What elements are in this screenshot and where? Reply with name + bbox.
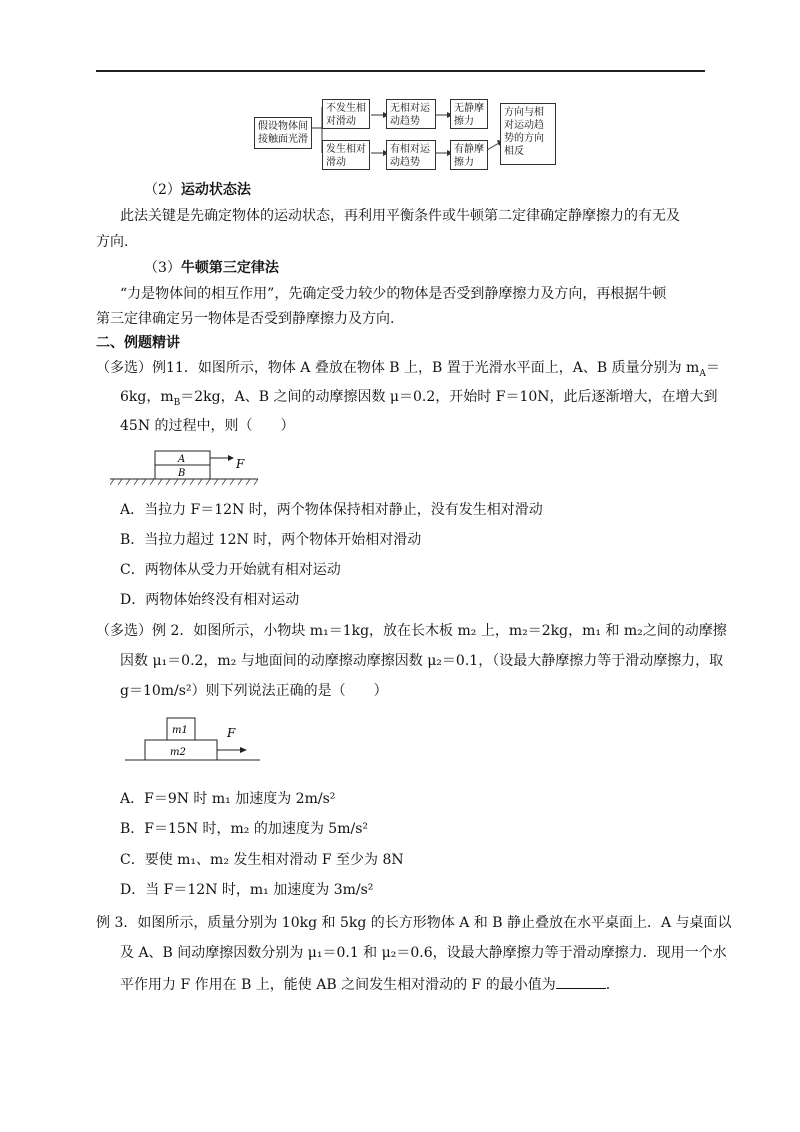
ex2-option-b: B．F＝15N 时，m₂ 的加速度为 5m/s² — [120, 821, 369, 837]
ex1-line3: 45N 的过程中，则（ ） — [120, 418, 295, 434]
label-b: B — [178, 468, 186, 479]
ex2-option-a: A．F＝9N 时 m₁ 加速度为 2m/s² — [120, 791, 336, 807]
ex2-option-c: C．要使 m₁、m₂ 发生相对滑动 F 至少为 8N — [120, 852, 404, 868]
ex1-sub-b: B — [173, 397, 181, 408]
method3-line2: 第三定律确定另一物体是否受到静摩擦力及方向. — [96, 311, 395, 327]
flow-box-no-friction: 无静摩擦力 — [450, 99, 488, 129]
ex3-line3-text: 平作用力 F 作用在 B 上，能使 AB 之间发生相对滑动的 F 的最小值为 — [120, 977, 556, 993]
ex1-line2-a: 6kg，m — [120, 389, 174, 405]
method3-line1: “力是物体间的相互作用”，先确定受力较少的物体是否受到静摩擦力及方向，再根据牛顿 — [120, 286, 667, 302]
ex1-figure — [110, 446, 260, 492]
force-arrow-head-2 — [240, 747, 247, 753]
flow-box-friction: 有静摩擦力 — [450, 140, 488, 170]
flow-box-trend: 有相对运动趋势 — [386, 140, 436, 170]
ex1-option-d: D．两物体始终没有相对运动 — [120, 592, 300, 608]
label-m2: m2 — [170, 747, 186, 758]
ex3-line3 — [120, 974, 610, 995]
label-m1: m1 — [172, 725, 188, 736]
ex1-sub-a: A — [699, 368, 706, 379]
label-f-2: F — [227, 726, 236, 740]
ground-hatch — [110, 479, 258, 485]
ex1-line1 — [96, 358, 720, 384]
flow-box-no-slide: 不发生相对滑动 — [322, 99, 370, 129]
force-arrow-head — [228, 455, 234, 461]
method2-heading — [144, 180, 251, 200]
ex3-line1: 例 3．如图所示，质量分别为 10kg 和 5kg 的长方形物体 A 和 B 静止叠放在水平桌面上．A 与桌面以 — [96, 915, 732, 931]
flow-end-box: 方向与相对运动趋势的方向相反 — [500, 103, 556, 165]
method2-title: 运动状态法 — [180, 182, 251, 198]
ex1-line1-tail: ＝ — [705, 360, 720, 376]
method3-title: 牛顿第三定律法 — [180, 260, 279, 276]
ex1-option-a: A．当拉力 F＝12N 时，两个物体保持相对静止，没有发生相对滑动 — [120, 502, 543, 518]
ex2-option-d: D．当 F＝12N 时，m₁ 加速度为 3m/s² — [120, 882, 374, 898]
ex3-line3-end: . — [605, 977, 611, 993]
ex2-line3: g＝10m/s²）则下列说法正确的是（ ） — [120, 683, 388, 699]
header-rule — [96, 70, 705, 72]
label-a: A — [178, 454, 186, 465]
flow-box-slide: 发生相对滑动 — [322, 140, 370, 170]
flow-start-box: 假设物体间接触面光滑 — [254, 117, 312, 149]
ex2-line2: 因数 μ₁＝0.2，m₂ 与地面间的动摩擦动摩擦因数 μ₂＝0.1，（设最大静摩擦力等于滑动摩擦力，取 — [120, 653, 724, 669]
ex3-line2: 及 A、B 间动摩擦因数分别为 μ₁＝0.1 和 μ₂＝0.6，设最大静摩擦力等于滑动摩擦力．现用一个水 — [120, 945, 727, 961]
ex1-line2-b: ＝2kg，A、B 之间的动摩擦因数 μ＝0.2，开始时 F＝10N，此后逐渐增大，在增大到 — [180, 389, 718, 405]
ex1-line1-text: （多选）例11．如图所示，物体 A 叠放在物体 B 上，B 置于光滑水平面上，A、B 质量分别为 m — [96, 360, 700, 376]
method2-line2: 方向. — [96, 234, 129, 250]
ex2-line1: （多选）例 2．如图所示，小物块 m₁＝1kg，放在长木板 m₂ 上，m₂＝2kg，m₁ 和 m₂之间的动摩擦 — [96, 623, 727, 639]
method3-number: （3） — [144, 260, 181, 276]
method3-heading — [144, 258, 279, 278]
method2-number: （2） — [144, 182, 181, 198]
flow-box-no-trend: 无相对运动趋势 — [386, 99, 436, 129]
ex2-figure — [110, 716, 260, 768]
ex1-option-b: B．当拉力超过 12N 时，两个物体开始相对滑动 — [120, 532, 422, 548]
method2-line1: 此法关键是先确定物体的运动状态，再利用平衡条件或牛顿第二定律确定静摩擦力的有无及 — [120, 208, 680, 224]
section-title: 二、例题精讲 — [96, 335, 180, 351]
ex1-option-c: C．两物体从受力开始就有相对运动 — [120, 562, 341, 578]
label-f: F — [236, 457, 245, 471]
answer-blank[interactable] — [556, 974, 606, 989]
ex1-line2 — [120, 387, 718, 413]
